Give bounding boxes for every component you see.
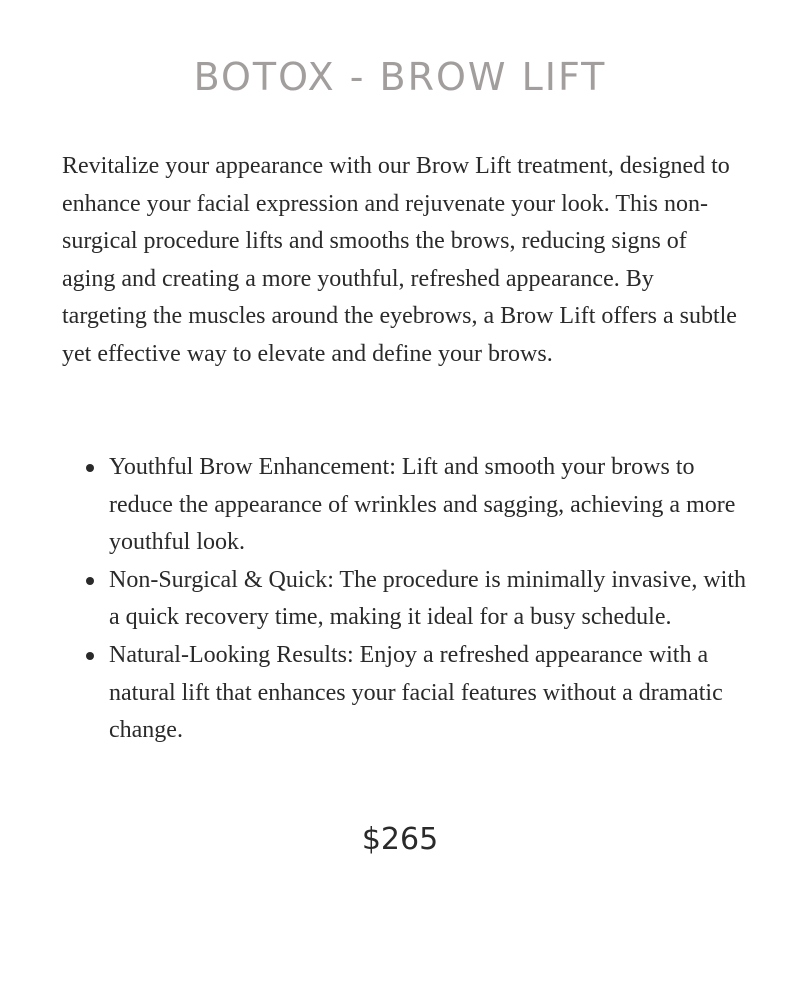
bullet-icon bbox=[86, 464, 94, 472]
feature-text: Non-Surgical & Quick: The procedure is minimally invasive, with a quick recovery time, making it ideal for a busy schedule. bbox=[109, 566, 746, 631]
price-label: $265 bbox=[361, 822, 439, 857]
list-item bbox=[109, 562, 752, 637]
treatment-description: Revitalize your appearance with our Brow Lift treatment, designed to enhance your facial expression and rejuvenate your look. This non-surgical procedure lifts and smooths the brows, reducing signs of aging and creating a more youthful, refreshed appearance. By targeting the muscles around the eyebrows, a Brow Lift offers a subtle yet effective way to elevate and define your brows. bbox=[62, 153, 737, 367]
page-title: BOTOX - BROW LIFT bbox=[193, 55, 607, 99]
list-item bbox=[109, 637, 752, 750]
bullet-icon bbox=[86, 652, 94, 660]
feature-text: Natural-Looking Results: Enjoy a refreshed appearance with a natural lift that enhances your facial features without a dramatic change. bbox=[109, 641, 723, 744]
list-item bbox=[109, 449, 752, 562]
bullet-icon bbox=[86, 577, 94, 585]
feature-list bbox=[62, 449, 752, 750]
feature-text: Youthful Brow Enhancement: Lift and smooth your brows to reduce the appearance of wrinkles and sagging, achieving a more youthful look. bbox=[109, 454, 736, 556]
